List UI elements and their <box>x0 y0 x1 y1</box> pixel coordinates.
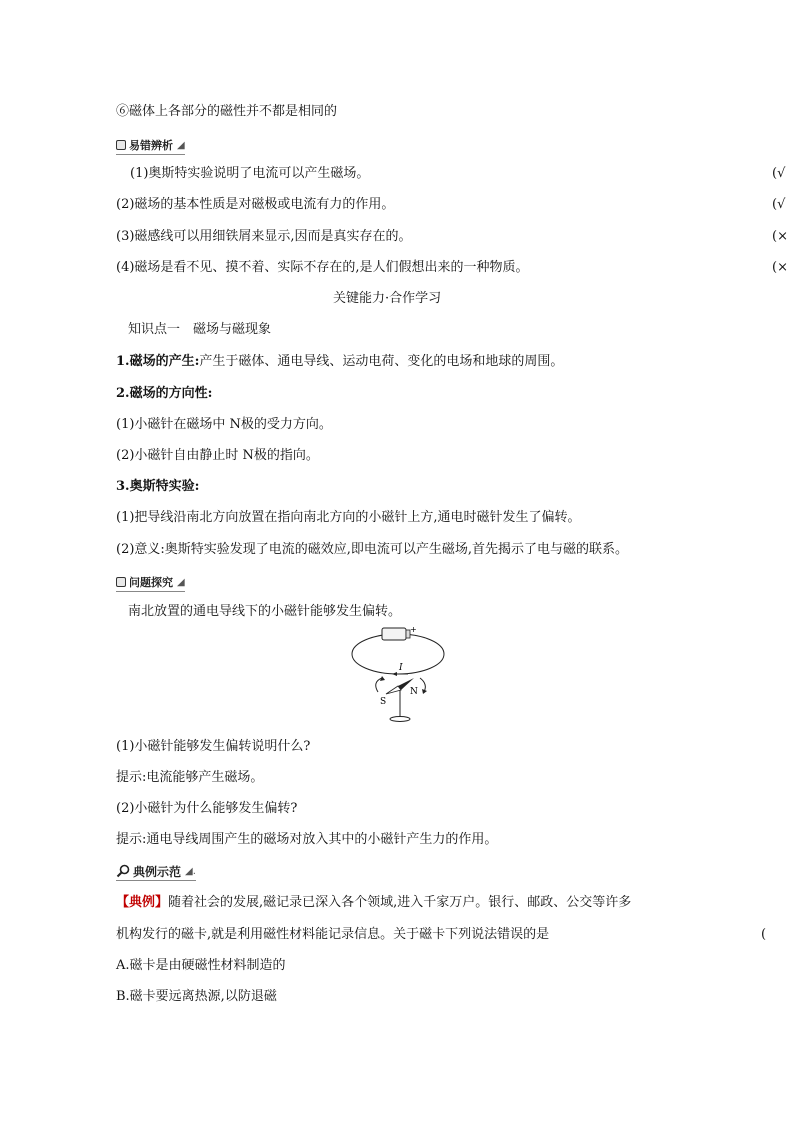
judge-3-mark: (× <box>772 229 788 244</box>
judge-2-mark: (√ <box>772 197 786 212</box>
point-1-body: 产生于磁体、通电导线、运动电荷、变化的电场和地球的周围。 <box>199 354 564 369</box>
tag-underline <box>116 880 196 881</box>
option-a: A.磁卡是由硬磁性材料制造的 <box>116 958 286 973</box>
plus-sign: + <box>410 625 417 634</box>
point-2-head: 2.磁场的方向性: <box>116 386 213 401</box>
question-1: (1)小磁针能够发生偏转说明什么? <box>116 739 311 754</box>
south-label: S <box>380 697 387 707</box>
tag-label: 易错辨析 <box>129 139 173 152</box>
point-1-head: 1.磁场的产生: <box>116 354 200 369</box>
point-2-a: (1)小磁针在磁场中 N极的受力方向。 <box>116 417 332 432</box>
judge-3: (3)磁感线可以用细铁屑来显示,因而是真实存在的。 <box>116 229 412 244</box>
north-label: N <box>410 687 418 697</box>
judge-2: (2)磁场的基本性质是对磁极或电流有力的作用。 <box>116 197 395 212</box>
tag-underline <box>116 591 185 592</box>
tag-yicuo-bianxi <box>116 137 185 153</box>
example-tag: 【典例】 <box>116 895 169 910</box>
tag-square-icon <box>116 140 126 150</box>
judge-1-mark: (√ <box>772 166 786 181</box>
point-3-b: (2)意义:奥斯特实验发现了电流的磁效应,即电流可以产生磁场,首先揭示了电与磁的联系。 <box>116 542 629 557</box>
answer-2: 提示:通电导线周围产生的磁场对放入其中的小磁针产生力的作用。 <box>116 832 498 847</box>
magnifier-icon <box>116 864 130 878</box>
point-2-b: (2)小磁针自由静止时 N极的指向。 <box>116 448 319 463</box>
answer-1: 提示:电流能够产生磁场。 <box>116 770 264 785</box>
tag-label: 典例示范 <box>133 864 182 879</box>
example-line-2: 机构发行的磁卡,就是利用磁性材料能记录信息。关于磁卡下列说法错误的是 <box>116 927 550 942</box>
option-b: B.磁卡要远离热源,以防退磁 <box>116 989 277 1004</box>
example-text-1: 随着社会的发展,磁记录已深入各个领域,进入千家万户。银行、邮政、公交等许多 <box>168 895 632 910</box>
tag-slash-icon: ◢ <box>177 576 185 588</box>
item-6: ⑥磁体上各部分的磁性并不都是相同的 <box>116 104 338 119</box>
tag-underline <box>116 154 185 155</box>
tag-slash-icon: ◢. <box>185 865 196 877</box>
judge-4: (4)磁场是看不见、摸不着、实际不存在的,是人们假想出来的一种物质。 <box>116 260 529 275</box>
explore-intro: 南北放置的通电导线下的小磁针能够发生偏转。 <box>128 604 402 619</box>
judge-1: (1)奥斯特实验说明了电流可以产生磁场。 <box>130 166 370 181</box>
needle-base <box>390 717 410 722</box>
current-arrowhead <box>392 672 397 676</box>
tag-wenti-tanjiu <box>116 574 185 590</box>
point-1 <box>116 353 563 371</box>
question-2: (2)小磁针为什么能够发生偏转? <box>116 801 298 816</box>
tag-dianli-shifan <box>116 863 196 879</box>
needle-south <box>386 686 401 694</box>
example-line-1 <box>116 894 631 912</box>
current-label: I <box>399 663 403 673</box>
oersted-experiment-diagram <box>350 620 460 728</box>
example-answer-paren: ( <box>761 927 767 942</box>
point-3-a: (1)把导线沿南北方向放置在指向南北方向的小磁针上方,通电时磁针发生了偏转。 <box>116 510 581 525</box>
point-3-head: 3.奥斯特实验: <box>116 479 200 494</box>
tag-square-icon <box>116 577 126 587</box>
tag-label: 问题探究 <box>129 576 173 589</box>
tag-slash-icon: ◢ <box>177 139 185 151</box>
knowledge-point: 知识点一 磁场与磁现象 <box>128 322 272 337</box>
section-title: 关键能力·合作学习 <box>333 291 442 306</box>
battery <box>382 628 406 640</box>
judge-4-mark: (× <box>772 260 788 275</box>
